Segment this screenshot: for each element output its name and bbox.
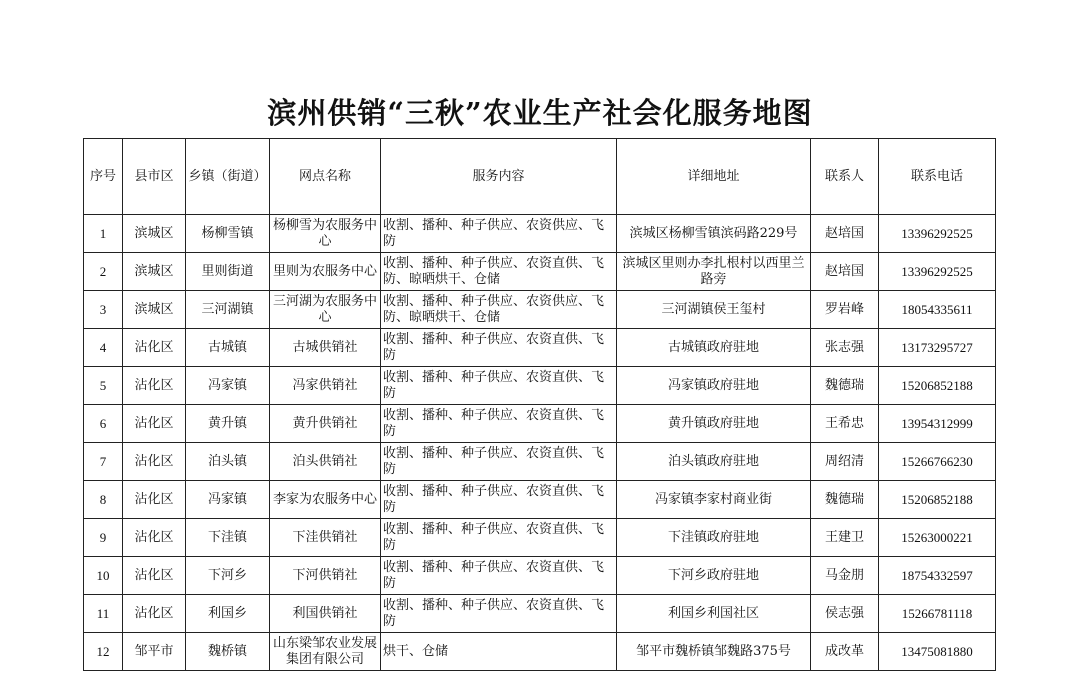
header-services: 服务内容 <box>381 139 617 215</box>
phone-cell: 15266781118 <box>879 595 996 633</box>
town-cell: 里则街道 <box>186 253 270 291</box>
index-cell: 1 <box>84 215 123 253</box>
contact-cell: 成改革 <box>811 633 879 671</box>
phone-cell: 18754332597 <box>879 557 996 595</box>
phone-cell: 13475081880 <box>879 633 996 671</box>
address-cell: 三河湖镇侯王玺村 <box>617 291 811 329</box>
phone-cell: 13396292525 <box>879 215 996 253</box>
address-cell: 利国乡利国社区 <box>617 595 811 633</box>
town-cell: 黄升镇 <box>186 405 270 443</box>
services-cell: 收割、播种、种子供应、农资直供、飞防 <box>381 595 617 633</box>
town-cell: 古城镇 <box>186 329 270 367</box>
outlet-name-cell: 冯家供销社 <box>270 367 381 405</box>
county-cell: 沾化区 <box>123 519 186 557</box>
outlet-name-cell: 泊头供销社 <box>270 443 381 481</box>
header-town: 乡镇（街道） <box>186 139 270 215</box>
table-row <box>84 595 996 633</box>
county-cell: 滨城区 <box>123 291 186 329</box>
address-cell: 冯家镇政府驻地 <box>617 367 811 405</box>
table-row <box>84 405 996 443</box>
services-cell: 收割、播种、种子供应、农资直供、飞防、晾晒烘干、仓储 <box>381 253 617 291</box>
outlet-name-cell: 杨柳雪为农服务中心 <box>270 215 381 253</box>
header-address: 详细地址 <box>617 139 811 215</box>
outlet-name-cell: 三河湖为农服务中心 <box>270 291 381 329</box>
index-cell: 9 <box>84 519 123 557</box>
county-cell: 邹平市 <box>123 633 186 671</box>
table-header-row <box>84 139 996 215</box>
phone-cell: 15206852188 <box>879 481 996 519</box>
header-outlet-name: 网点名称 <box>270 139 381 215</box>
contact-cell: 赵培国 <box>811 253 879 291</box>
services-cell: 收割、播种、种子供应、农资供应、飞防、晾晒烘干、仓储 <box>381 291 617 329</box>
town-cell: 三河湖镇 <box>186 291 270 329</box>
header-contact: 联系人 <box>811 139 879 215</box>
contact-cell: 王建卫 <box>811 519 879 557</box>
table-row <box>84 481 996 519</box>
table-body <box>84 215 996 671</box>
town-cell: 冯家镇 <box>186 367 270 405</box>
table-row <box>84 215 996 253</box>
index-cell: 2 <box>84 253 123 291</box>
index-cell: 6 <box>84 405 123 443</box>
services-cell: 收割、播种、种子供应、农资供应、飞防 <box>381 215 617 253</box>
services-cell: 收割、播种、种子供应、农资直供、飞防 <box>381 557 617 595</box>
town-cell: 魏桥镇 <box>186 633 270 671</box>
index-cell: 10 <box>84 557 123 595</box>
address-cell: 下洼镇政府驻地 <box>617 519 811 557</box>
phone-cell: 15206852188 <box>879 367 996 405</box>
county-cell: 沾化区 <box>123 557 186 595</box>
county-cell: 沾化区 <box>123 367 186 405</box>
index-cell: 4 <box>84 329 123 367</box>
county-cell: 滨城区 <box>123 253 186 291</box>
county-cell: 沾化区 <box>123 329 186 367</box>
outlet-name-cell: 下洼供销社 <box>270 519 381 557</box>
contact-cell: 魏德瑞 <box>811 481 879 519</box>
county-cell: 沾化区 <box>123 443 186 481</box>
index-cell: 11 <box>84 595 123 633</box>
services-cell: 收割、播种、种子供应、农资直供、飞防 <box>381 519 617 557</box>
table-row <box>84 253 996 291</box>
table-row <box>84 519 996 557</box>
town-cell: 下洼镇 <box>186 519 270 557</box>
address-cell: 邹平市魏桥镇邹魏路375号 <box>617 633 811 671</box>
address-cell: 黄升镇政府驻地 <box>617 405 811 443</box>
index-cell: 12 <box>84 633 123 671</box>
index-cell: 3 <box>84 291 123 329</box>
services-cell: 收割、播种、种子供应、农资直供、飞防 <box>381 443 617 481</box>
town-cell: 下河乡 <box>186 557 270 595</box>
contact-cell: 罗岩峰 <box>811 291 879 329</box>
address-cell: 泊头镇政府驻地 <box>617 443 811 481</box>
county-cell: 沾化区 <box>123 481 186 519</box>
header-index: 序号 <box>84 139 123 215</box>
index-cell: 7 <box>84 443 123 481</box>
phone-cell: 15266766230 <box>879 443 996 481</box>
county-cell: 滨城区 <box>123 215 186 253</box>
header-county: 县市区 <box>123 139 186 215</box>
contact-cell: 王希忠 <box>811 405 879 443</box>
phone-cell: 13396292525 <box>879 253 996 291</box>
services-cell: 收割、播种、种子供应、农资直供、飞防 <box>381 405 617 443</box>
services-cell: 烘干、仓储 <box>381 633 617 671</box>
contact-cell: 马金朋 <box>811 557 879 595</box>
services-cell: 收割、播种、种子供应、农资直供、飞防 <box>381 367 617 405</box>
outlet-name-cell: 山东梁邹农业发展集团有限公司 <box>270 633 381 671</box>
address-cell: 滨城区杨柳雪镇滨码路229号 <box>617 215 811 253</box>
table-row <box>84 329 996 367</box>
phone-cell: 13173295727 <box>879 329 996 367</box>
services-cell: 收割、播种、种子供应、农资直供、飞防 <box>381 329 617 367</box>
outlet-name-cell: 里则为农服务中心 <box>270 253 381 291</box>
table-row <box>84 557 996 595</box>
table-row <box>84 633 996 671</box>
address-cell: 滨城区里则办李扎根村以西里兰路旁 <box>617 253 811 291</box>
header-phone: 联系电话 <box>879 139 996 215</box>
outlet-name-cell: 李家为农服务中心 <box>270 481 381 519</box>
index-cell: 8 <box>84 481 123 519</box>
county-cell: 沾化区 <box>123 405 186 443</box>
address-cell: 古城镇政府驻地 <box>617 329 811 367</box>
address-cell: 下河乡政府驻地 <box>617 557 811 595</box>
county-cell: 沾化区 <box>123 595 186 633</box>
outlet-name-cell: 下河供销社 <box>270 557 381 595</box>
outlet-name-cell: 黄升供销社 <box>270 405 381 443</box>
services-cell: 收割、播种、种子供应、农资直供、飞防 <box>381 481 617 519</box>
address-cell: 冯家镇李家村商业街 <box>617 481 811 519</box>
page-title: 滨州供销“三秋”农业生产社会化服务地图 <box>267 96 813 130</box>
index-cell: 5 <box>84 367 123 405</box>
outlet-name-cell: 古城供销社 <box>270 329 381 367</box>
contact-cell: 张志强 <box>811 329 879 367</box>
contact-cell: 魏德瑞 <box>811 367 879 405</box>
table-row <box>84 443 996 481</box>
phone-cell: 15263000221 <box>879 519 996 557</box>
service-map-table <box>83 138 996 671</box>
contact-cell: 赵培国 <box>811 215 879 253</box>
town-cell: 泊头镇 <box>186 443 270 481</box>
phone-cell: 18054335611 <box>879 291 996 329</box>
outlet-name-cell: 利国供销社 <box>270 595 381 633</box>
table-row <box>84 367 996 405</box>
table-row <box>84 291 996 329</box>
contact-cell: 侯志强 <box>811 595 879 633</box>
town-cell: 冯家镇 <box>186 481 270 519</box>
town-cell: 利国乡 <box>186 595 270 633</box>
town-cell: 杨柳雪镇 <box>186 215 270 253</box>
phone-cell: 13954312999 <box>879 405 996 443</box>
contact-cell: 周绍清 <box>811 443 879 481</box>
